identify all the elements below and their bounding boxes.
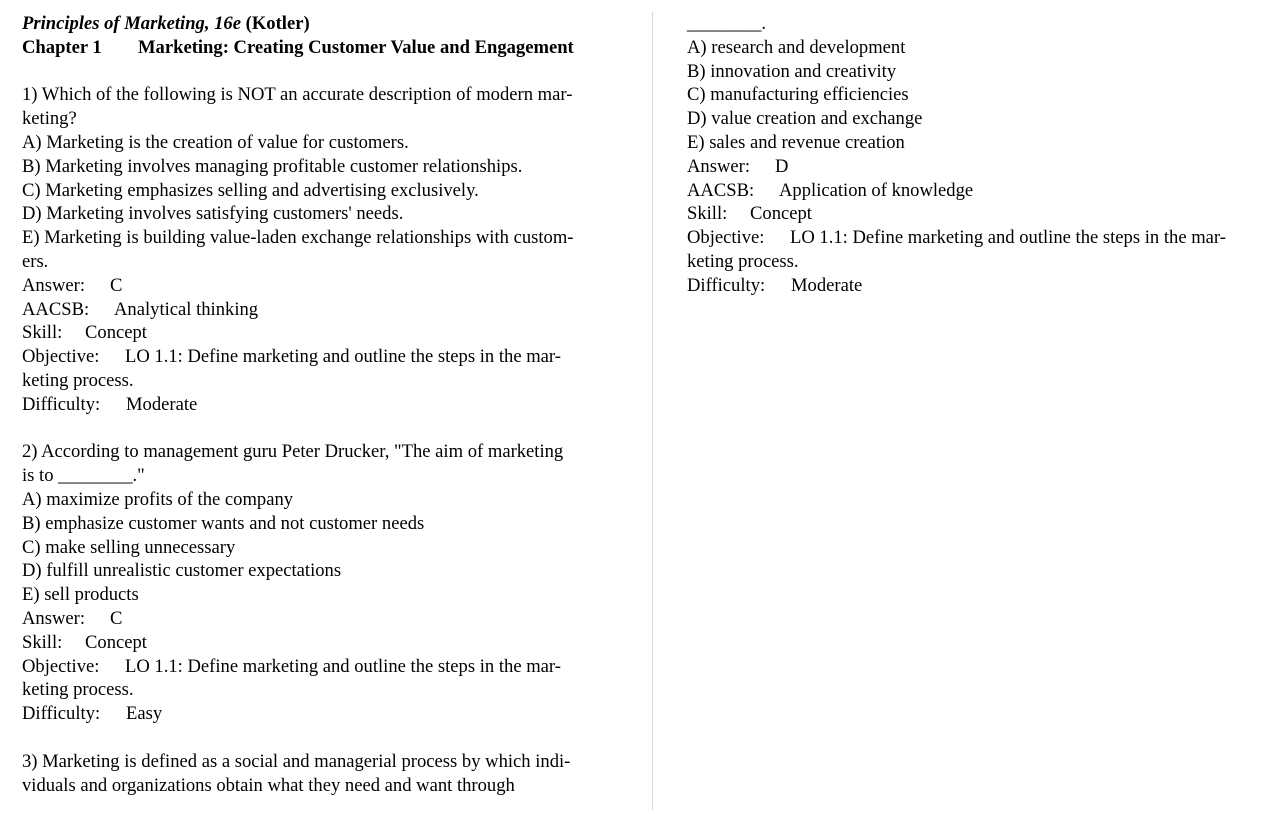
chapter-title: Marketing: Creating Customer Value and Engagement bbox=[138, 36, 574, 58]
skill-value: Concept bbox=[750, 203, 812, 225]
answer-label: Answer: bbox=[22, 274, 85, 296]
option-c: C) make selling unnecessary bbox=[22, 536, 236, 558]
question-2 bbox=[22, 440, 622, 726]
objective-continuation: keting process. bbox=[687, 250, 799, 272]
difficulty-label: Difficulty: bbox=[22, 393, 101, 415]
answer-value: C bbox=[110, 607, 123, 629]
spacer bbox=[22, 417, 622, 441]
aacsb-value: Analytical thinking bbox=[114, 298, 259, 320]
question-stem: ________. bbox=[687, 13, 767, 34]
skill-label: Skill: bbox=[22, 322, 63, 344]
answer-line bbox=[687, 155, 1272, 179]
option-e: ers. bbox=[22, 250, 49, 272]
option-e: E) sales and revenue creation bbox=[687, 131, 905, 153]
answer-value: D bbox=[775, 155, 789, 177]
aacsb-line bbox=[22, 298, 622, 322]
option-c: C) manufacturing efficiencies bbox=[687, 84, 909, 106]
objective-line bbox=[22, 655, 622, 679]
difficulty-value: Moderate bbox=[126, 393, 198, 415]
objective-value: LO 1.1: Define marketing and outline the steps in the mar- bbox=[125, 655, 561, 677]
option-d: D) Marketing involves satisfying customers' needs. bbox=[22, 203, 404, 225]
objective-continuation: keting process. bbox=[22, 369, 134, 391]
chapter-heading bbox=[22, 36, 622, 60]
left-column bbox=[22, 12, 622, 797]
option-a: A) Marketing is the creation of value for customers. bbox=[22, 131, 409, 153]
objective-continuation: keting process. bbox=[22, 679, 134, 701]
option-a: A) research and development bbox=[687, 36, 906, 58]
option-e: E) Marketing is building value-laden exchange relationships with custom- bbox=[22, 227, 574, 249]
objective-value: LO 1.1: Define marketing and outline the steps in the mar- bbox=[125, 346, 561, 368]
skill-value: Concept bbox=[85, 322, 147, 344]
skill-line bbox=[22, 321, 622, 345]
skill-line bbox=[22, 631, 622, 655]
objective-label: Objective: bbox=[22, 346, 100, 368]
option-b: B) innovation and creativity bbox=[687, 60, 897, 82]
aacsb-line bbox=[687, 179, 1272, 203]
difficulty-value: Moderate bbox=[791, 274, 863, 296]
option-a: A) maximize profits of the company bbox=[22, 488, 294, 510]
objective-label: Objective: bbox=[22, 655, 100, 677]
option-b: B) emphasize customer wants and not customer needs bbox=[22, 512, 425, 534]
aacsb-label: AACSB: bbox=[22, 298, 90, 320]
right-column bbox=[687, 12, 1272, 298]
skill-label: Skill: bbox=[687, 203, 728, 225]
difficulty-label: Difficulty: bbox=[22, 703, 101, 725]
answer-label: Answer: bbox=[687, 155, 750, 177]
difficulty-label: Difficulty: bbox=[687, 274, 766, 296]
difficulty-line bbox=[22, 393, 622, 417]
skill-value: Concept bbox=[85, 631, 147, 653]
skill-label: Skill: bbox=[22, 631, 63, 653]
book-author: (Kotler) bbox=[245, 13, 310, 34]
column-divider bbox=[652, 12, 653, 810]
difficulty-line bbox=[22, 702, 622, 726]
difficulty-line bbox=[687, 274, 1272, 298]
skill-line bbox=[687, 202, 1272, 226]
objective-line bbox=[687, 226, 1272, 250]
book-title-line bbox=[22, 12, 622, 36]
spacer bbox=[22, 60, 622, 84]
difficulty-value: Easy bbox=[126, 703, 163, 725]
objective-line bbox=[22, 345, 622, 369]
option-b: B) Marketing involves managing profitable customer relationships. bbox=[22, 155, 523, 177]
book-title: Principles of Marketing, 16e bbox=[22, 13, 241, 34]
question-3-continued bbox=[687, 12, 1272, 298]
option-d: D) fulfill unrealistic customer expectations bbox=[22, 560, 342, 582]
aacsb-value: Application of knowledge bbox=[779, 179, 974, 201]
answer-line bbox=[22, 274, 622, 298]
answer-label: Answer: bbox=[22, 607, 85, 629]
question-stem: 2) According to management guru Peter Drucker, "The aim of marketing bbox=[22, 441, 564, 463]
question-stem: keting? bbox=[22, 108, 77, 130]
spacer bbox=[22, 726, 622, 750]
question-1 bbox=[22, 83, 622, 416]
answer-value: C bbox=[110, 274, 123, 296]
objective-value: LO 1.1: Define marketing and outline the steps in the mar- bbox=[790, 227, 1226, 249]
question-stem: is to ________." bbox=[22, 465, 145, 487]
objective-label: Objective: bbox=[687, 227, 765, 249]
question-stem: 3) Marketing is defined as a social and managerial process by which indi- bbox=[22, 750, 571, 772]
option-c: C) Marketing emphasizes selling and advertising exclusively. bbox=[22, 179, 479, 201]
question-3 bbox=[22, 750, 622, 798]
question-stem: 1) Which of the following is NOT an accurate description of modern mar- bbox=[22, 84, 573, 106]
option-d: D) value creation and exchange bbox=[687, 108, 923, 130]
answer-line bbox=[22, 607, 622, 631]
chapter-label: Chapter 1 bbox=[22, 36, 102, 58]
aacsb-label: AACSB: bbox=[687, 179, 755, 201]
question-stem: viduals and organizations obtain what they need and want through bbox=[22, 774, 515, 796]
option-e: E) sell products bbox=[22, 584, 139, 606]
